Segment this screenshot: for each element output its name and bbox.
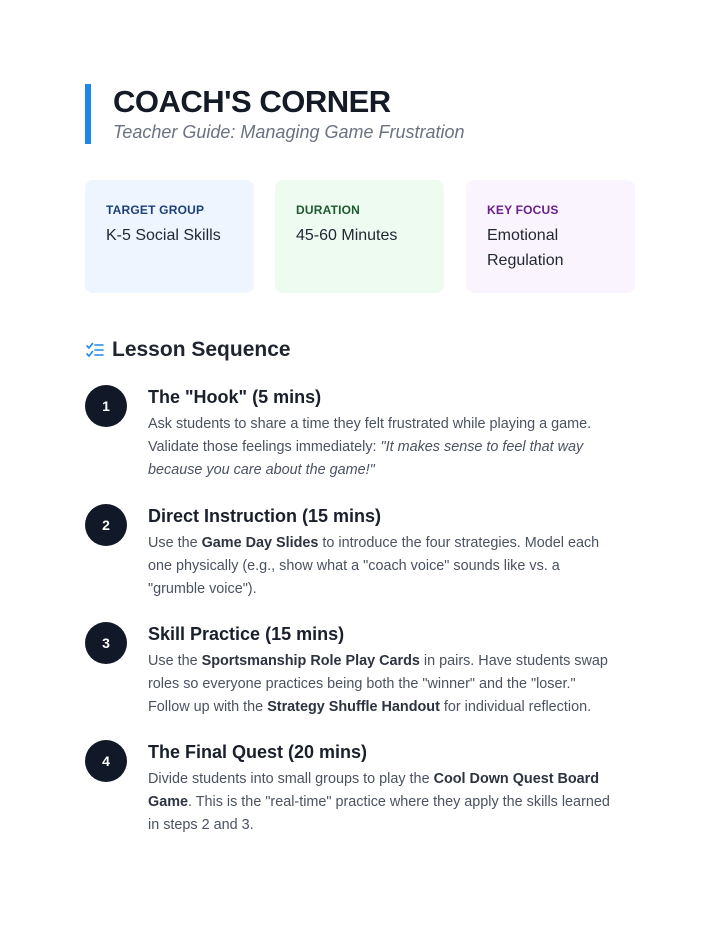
step-body	[148, 385, 648, 482]
card-duration	[275, 180, 444, 293]
step-text-line: to introduce the four strategies. Model each	[318, 535, 600, 551]
step-text-line: Ask students to share a time they felt frustrated while playing a game.	[148, 416, 592, 432]
step-text-line: in steps 2 and 3.	[148, 817, 254, 833]
step-title: Skill Practice (15 mins)	[148, 624, 345, 644]
step-number-badge: 2	[85, 504, 127, 546]
card-label: DURATION	[296, 203, 361, 217]
step-text-line: . This is the "real-time" practice where they apply the skills learned	[188, 794, 610, 810]
step-body	[148, 504, 648, 601]
step-text-line: Validate those feelings immediately:	[148, 439, 381, 455]
step-text-line: for individual reflection.	[439, 699, 592, 715]
card-value-line1: Emotional	[487, 227, 559, 244]
card-label: TARGET GROUP	[106, 203, 205, 217]
step-title: The Final Quest (20 mins)	[148, 742, 368, 762]
resource-name: Game Day Slides	[201, 535, 319, 551]
step-title: The "Hook" (5 mins)	[148, 387, 322, 407]
step-quote: "It makes sense to feel that way	[380, 439, 584, 455]
step-text-line: Use the	[148, 535, 202, 551]
page-subtitle: Teacher Guide: Managing Game Frustration	[113, 122, 465, 142]
resource-name: Sportsmanship Role Play Cards	[201, 653, 420, 669]
resource-name: Game	[148, 794, 188, 810]
step-description	[148, 768, 648, 837]
step-title: Direct Instruction (15 mins)	[148, 506, 382, 526]
step-body	[148, 740, 648, 837]
card-value: 45-60 Minutes	[296, 227, 398, 244]
card-value: K-5 Social Skills	[106, 227, 221, 244]
header-block	[85, 84, 465, 144]
step-text-line: "grumble voice").	[148, 581, 257, 597]
step-text-line: Follow up with the	[148, 699, 268, 715]
step-number-badge: 3	[85, 622, 127, 664]
step-text-line: Use the	[148, 653, 202, 669]
step-body	[148, 622, 648, 719]
resource-name: Strategy Shuffle Handout	[267, 699, 440, 715]
resource-name: Cool Down Quest Board	[433, 771, 600, 787]
step-number-badge: 1	[85, 385, 127, 427]
card-target-group	[85, 180, 254, 293]
info-cards	[85, 180, 636, 293]
step-description	[148, 413, 648, 482]
section-header	[86, 336, 291, 364]
step-number-badge: 4	[85, 740, 127, 782]
step-text-line: Divide students into small groups to play the	[148, 771, 434, 787]
checklist-icon	[86, 342, 104, 358]
step-text-line: in pairs. Have students swap	[419, 653, 608, 669]
card-value-line2: Regulation	[487, 252, 564, 269]
step-text-line: roles so everyone practices being both the "winner" and the "loser."	[148, 676, 576, 692]
page-title: COACH'S CORNER	[113, 84, 391, 119]
card-label: KEY FOCUS	[487, 203, 559, 217]
section-title: Lesson Sequence	[112, 338, 291, 361]
step-description	[148, 650, 648, 719]
step-quote: because you care about the game!"	[148, 462, 375, 478]
card-key-focus	[466, 180, 635, 293]
step-description	[148, 532, 648, 601]
card-value	[487, 223, 615, 273]
step-text-line: one physically (e.g., show what a "coach voice" sounds like vs. a	[148, 558, 560, 574]
